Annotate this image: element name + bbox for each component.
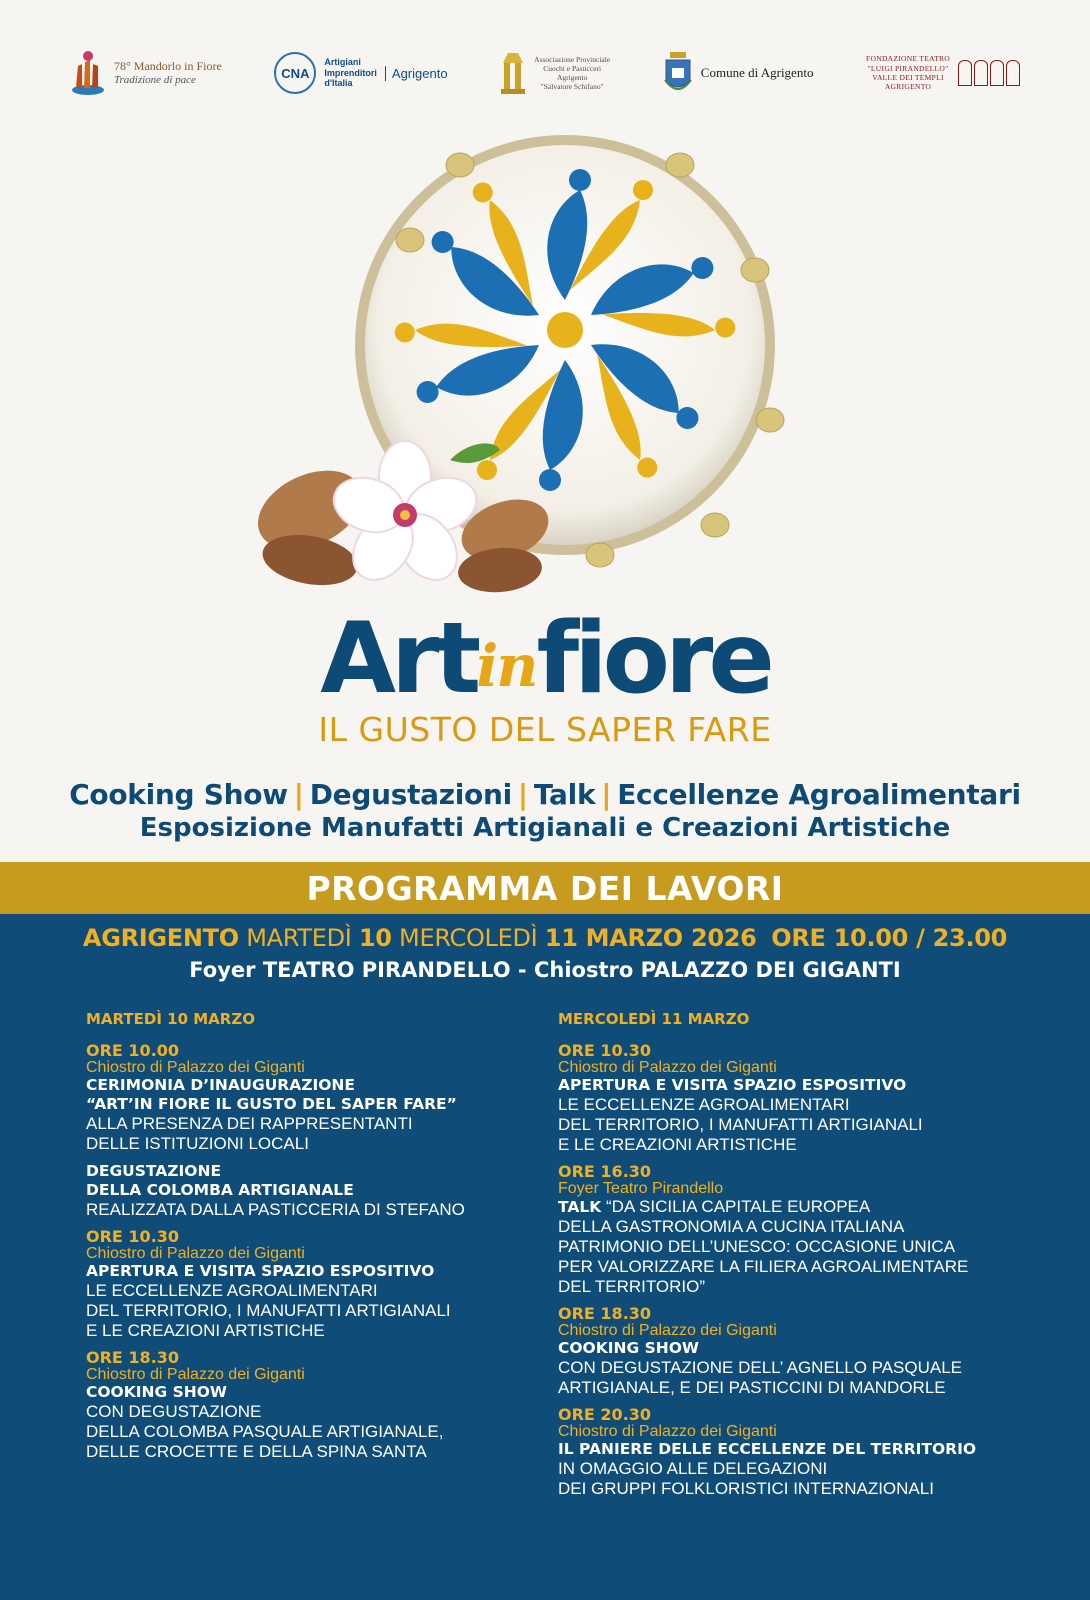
event-location: Chiostro di Palazzo dei Giganti <box>86 1059 305 1076</box>
event-description-text: ALLA PRESENZA DEI RAPPRESENTANTI <box>86 1114 413 1133</box>
event-title: COOKING SHOW <box>558 1339 700 1357</box>
date-line <box>0 924 1090 952</box>
event-title: “ART’IN FIORE IL GUSTO DEL SAPER FARE” <box>86 1095 457 1113</box>
event-title: DEGUSTAZIONE <box>86 1162 222 1180</box>
event-description <box>558 1237 1028 1257</box>
assoc-line1: Associazione Provinciale <box>534 55 611 64</box>
features-block <box>0 778 1090 843</box>
event-location: Chiostro di Palazzo dei Giganti <box>558 1423 777 1440</box>
program-column-right <box>558 1010 1028 1507</box>
event-description-text: DEL TERRITORIO” <box>558 1277 706 1296</box>
teatro-logo <box>866 54 1020 92</box>
coat-of-arms-icon <box>663 50 693 96</box>
comune-logo <box>663 50 814 96</box>
program-event <box>86 1042 556 1154</box>
feature-separator: | <box>517 778 528 811</box>
features-line-2: Esposizione Manufatti Artigianali e Creazioni Artistiche <box>139 813 951 843</box>
event-description-text: REALIZZATA DALLA PASTICCERIA DI STEFANO <box>86 1200 465 1219</box>
teatro-line1: FONDAZIONE TEATRO <box>866 54 950 64</box>
program-event <box>558 1042 1028 1155</box>
brand-part-art: Art <box>320 602 477 716</box>
event-description <box>558 1257 1028 1277</box>
event-description <box>558 1135 1028 1155</box>
brand-logo <box>0 602 1090 716</box>
almond-blossom-illustration <box>240 420 570 610</box>
event-description <box>558 1095 1028 1115</box>
event-description-text: DELLA COLOMBA PASQUALE ARTIGIANALE, <box>86 1422 444 1441</box>
event-time: ORE 20.30 <box>558 1405 652 1424</box>
feature-talk: Talk <box>533 778 596 811</box>
date-day1-num: 10 <box>358 924 392 952</box>
event-title: APERTURA E VISITA SPAZIO ESPOSITIVO <box>86 1262 435 1280</box>
event-description-text: DEL TERRITORIO, I MANUFATTI ARTIGIANALI <box>558 1115 923 1134</box>
event-description-text: PATRIMONIO DELL’UNESCO: OCCASIONE UNICA <box>558 1237 956 1256</box>
event-time: ORE 10.30 <box>86 1227 180 1246</box>
programma-title: PROGRAMMA DEI LAVORI <box>306 868 784 908</box>
event-description-text: ARTIGIANALE, E DEI PASTICCINI DI MANDORLE <box>558 1378 946 1397</box>
event-description-text: E LE CREAZIONI ARTISTICHE <box>86 1321 325 1340</box>
event-description <box>558 1358 1028 1378</box>
event-description <box>558 1197 1028 1217</box>
mandorlo-logo <box>70 50 222 96</box>
event-talk-label: TALK <box>558 1198 602 1216</box>
event-description <box>86 1114 556 1134</box>
features-line-1 <box>0 778 1090 811</box>
event-description-text: CON DEGUSTAZIONE <box>86 1402 262 1421</box>
event-location: Chiostro di Palazzo dei Giganti <box>558 1322 777 1339</box>
event-description-text: PER VALORIZZARE LA FILIERA AGROALIMENTARE <box>558 1257 969 1276</box>
event-description <box>86 1442 556 1462</box>
event-description <box>86 1402 556 1422</box>
theatre-facade-icon <box>958 60 1020 86</box>
brand-subtitle: IL GUSTO DEL SAPER FARE <box>318 710 772 749</box>
program-column-left <box>86 1010 556 1470</box>
day-heading: MARTEDÌ 10 MARZO <box>86 1010 255 1028</box>
event-time: ORE 16.30 <box>558 1162 652 1181</box>
feature-cooking-show: Cooking Show <box>69 778 288 811</box>
event-description-text: CON DEGUSTAZIONE DELL’ AGNELLO PASQUALE <box>558 1358 963 1377</box>
event-description <box>558 1277 1028 1297</box>
event-description-text: LE ECCELLENZE AGROALIMENTARI <box>86 1281 378 1300</box>
program-event <box>558 1406 1028 1499</box>
feature-degustazioni: Degustazioni <box>309 778 512 811</box>
event-time: ORE 18.30 <box>86 1348 180 1367</box>
event-time: ORE 10.00 <box>86 1041 180 1060</box>
event-location: Chiostro di Palazzo dei Giganti <box>558 1059 777 1076</box>
event-description <box>558 1217 1028 1237</box>
temple-icon <box>70 50 106 96</box>
assoc-line4: "Salvatore Schifano" <box>540 82 604 91</box>
event-description <box>86 1281 556 1301</box>
cna-line3: d'Italia <box>324 78 353 89</box>
event-description <box>558 1459 1028 1479</box>
event-location: Chiostro di Palazzo dei Giganti <box>86 1366 305 1383</box>
event-description-text: DELLA GASTRONOMIA A CUCINA ITALIANA <box>558 1217 905 1236</box>
program-event <box>558 1305 1028 1398</box>
day-heading: MERCOLEDÌ 11 MARZO <box>558 1010 750 1028</box>
event-description <box>558 1479 1028 1499</box>
teatro-line3: VALLE DEI TEMPLI <box>872 73 944 82</box>
event-description <box>558 1378 1028 1398</box>
event-description <box>86 1321 556 1341</box>
cna-badge: CNA <box>274 52 316 94</box>
program-event <box>558 1163 1028 1297</box>
mandorlo-tagline: Tradizione di pace <box>114 73 196 86</box>
program-event <box>86 1228 556 1341</box>
assoc-line3: Agrigento <box>556 73 588 82</box>
event-description <box>86 1134 556 1154</box>
event-location: Foyer Teatro Pirandello <box>558 1180 724 1197</box>
event-description-text: IN OMAGGIO ALLE DELEGAZIONI <box>558 1459 828 1478</box>
brand-part-in: in <box>476 632 537 700</box>
mandorlo-title: 78° Mandorlo in Fiore <box>114 59 222 74</box>
event-description-text: “DA SICILIA CAPITALE EUROPEA <box>606 1197 871 1216</box>
event-description-text: DEL TERRITORIO, I MANUFATTI ARTIGIANALI <box>86 1301 451 1320</box>
date-city: AGRIGENTO <box>82 924 239 952</box>
event-description <box>86 1422 556 1442</box>
date-day2: MERCOLEDÌ <box>399 924 538 952</box>
event-list <box>86 1042 556 1462</box>
program-event <box>86 1162 556 1220</box>
comune-name: Comune di Agrigento <box>700 65 814 80</box>
event-list <box>558 1042 1028 1499</box>
event-time: ORE 18.30 <box>558 1304 652 1323</box>
program-event <box>86 1349 556 1462</box>
brand-part-fiore: fiore <box>536 602 770 716</box>
feature-separator: | <box>601 778 612 811</box>
event-title: COOKING SHOW <box>86 1383 228 1401</box>
sponsor-logos <box>70 38 1020 108</box>
event-description-text: E LE CREAZIONI ARTISTICHE <box>558 1135 797 1154</box>
program-section <box>0 914 1090 1600</box>
event-title: CERIMONIA D’INAUGURAZIONE <box>86 1076 355 1094</box>
cna-line1: Artigiani <box>324 56 361 67</box>
teatro-line2: "LUIGI PIRANDELLO" <box>867 63 949 73</box>
cna-line2: Imprenditori <box>324 67 377 78</box>
event-time: ORE 10.30 <box>558 1041 652 1060</box>
event-description-text: DELLE CROCETTE E DELLA SPINA SANTA <box>86 1442 427 1461</box>
assoc-line2: Cuochi e Pasticceri <box>543 64 602 73</box>
date-hours: ORE 10.00 / 23.00 <box>771 924 1008 952</box>
date-day1: MARTEDÌ <box>246 924 352 952</box>
event-title: DELLA COLOMBA ARTIGIANALE <box>86 1181 354 1199</box>
event-description-text: LE ECCELLENZE AGROALIMENTARI <box>558 1095 850 1114</box>
column-icon <box>500 51 526 95</box>
event-description <box>86 1301 556 1321</box>
event-description <box>86 1200 556 1220</box>
event-title: IL PANIERE DELLE ECCELLENZE DEL TERRITORIO <box>558 1440 977 1458</box>
event-title: APERTURA E VISITA SPAZIO ESPOSITIVO <box>558 1076 907 1094</box>
cna-city: Agrigento <box>385 66 448 81</box>
teatro-line4: AGRIGENTO <box>884 82 932 92</box>
event-location: Chiostro di Palazzo dei Giganti <box>86 1245 305 1262</box>
associazione-logo <box>500 51 610 95</box>
programma-banner <box>0 862 1090 914</box>
event-description-text: DEI GRUPPI FOLKLORISTICI INTERNAZIONALI <box>558 1479 934 1498</box>
brand-title-block <box>0 602 1090 749</box>
event-description-text: DELLE ISTITUZIONI LOCALI <box>86 1134 309 1153</box>
event-description <box>558 1115 1028 1135</box>
date-day2-full: 11 MARZO 2026 <box>544 924 757 952</box>
venue-line: Foyer TEATRO PIRANDELLO - Chiostro PALAZZO DEI GIGANTI <box>189 958 901 982</box>
feature-eccellenze: Eccellenze Agroalimentari <box>617 778 1021 811</box>
feature-separator: | <box>293 778 304 811</box>
cna-logo <box>274 52 447 94</box>
